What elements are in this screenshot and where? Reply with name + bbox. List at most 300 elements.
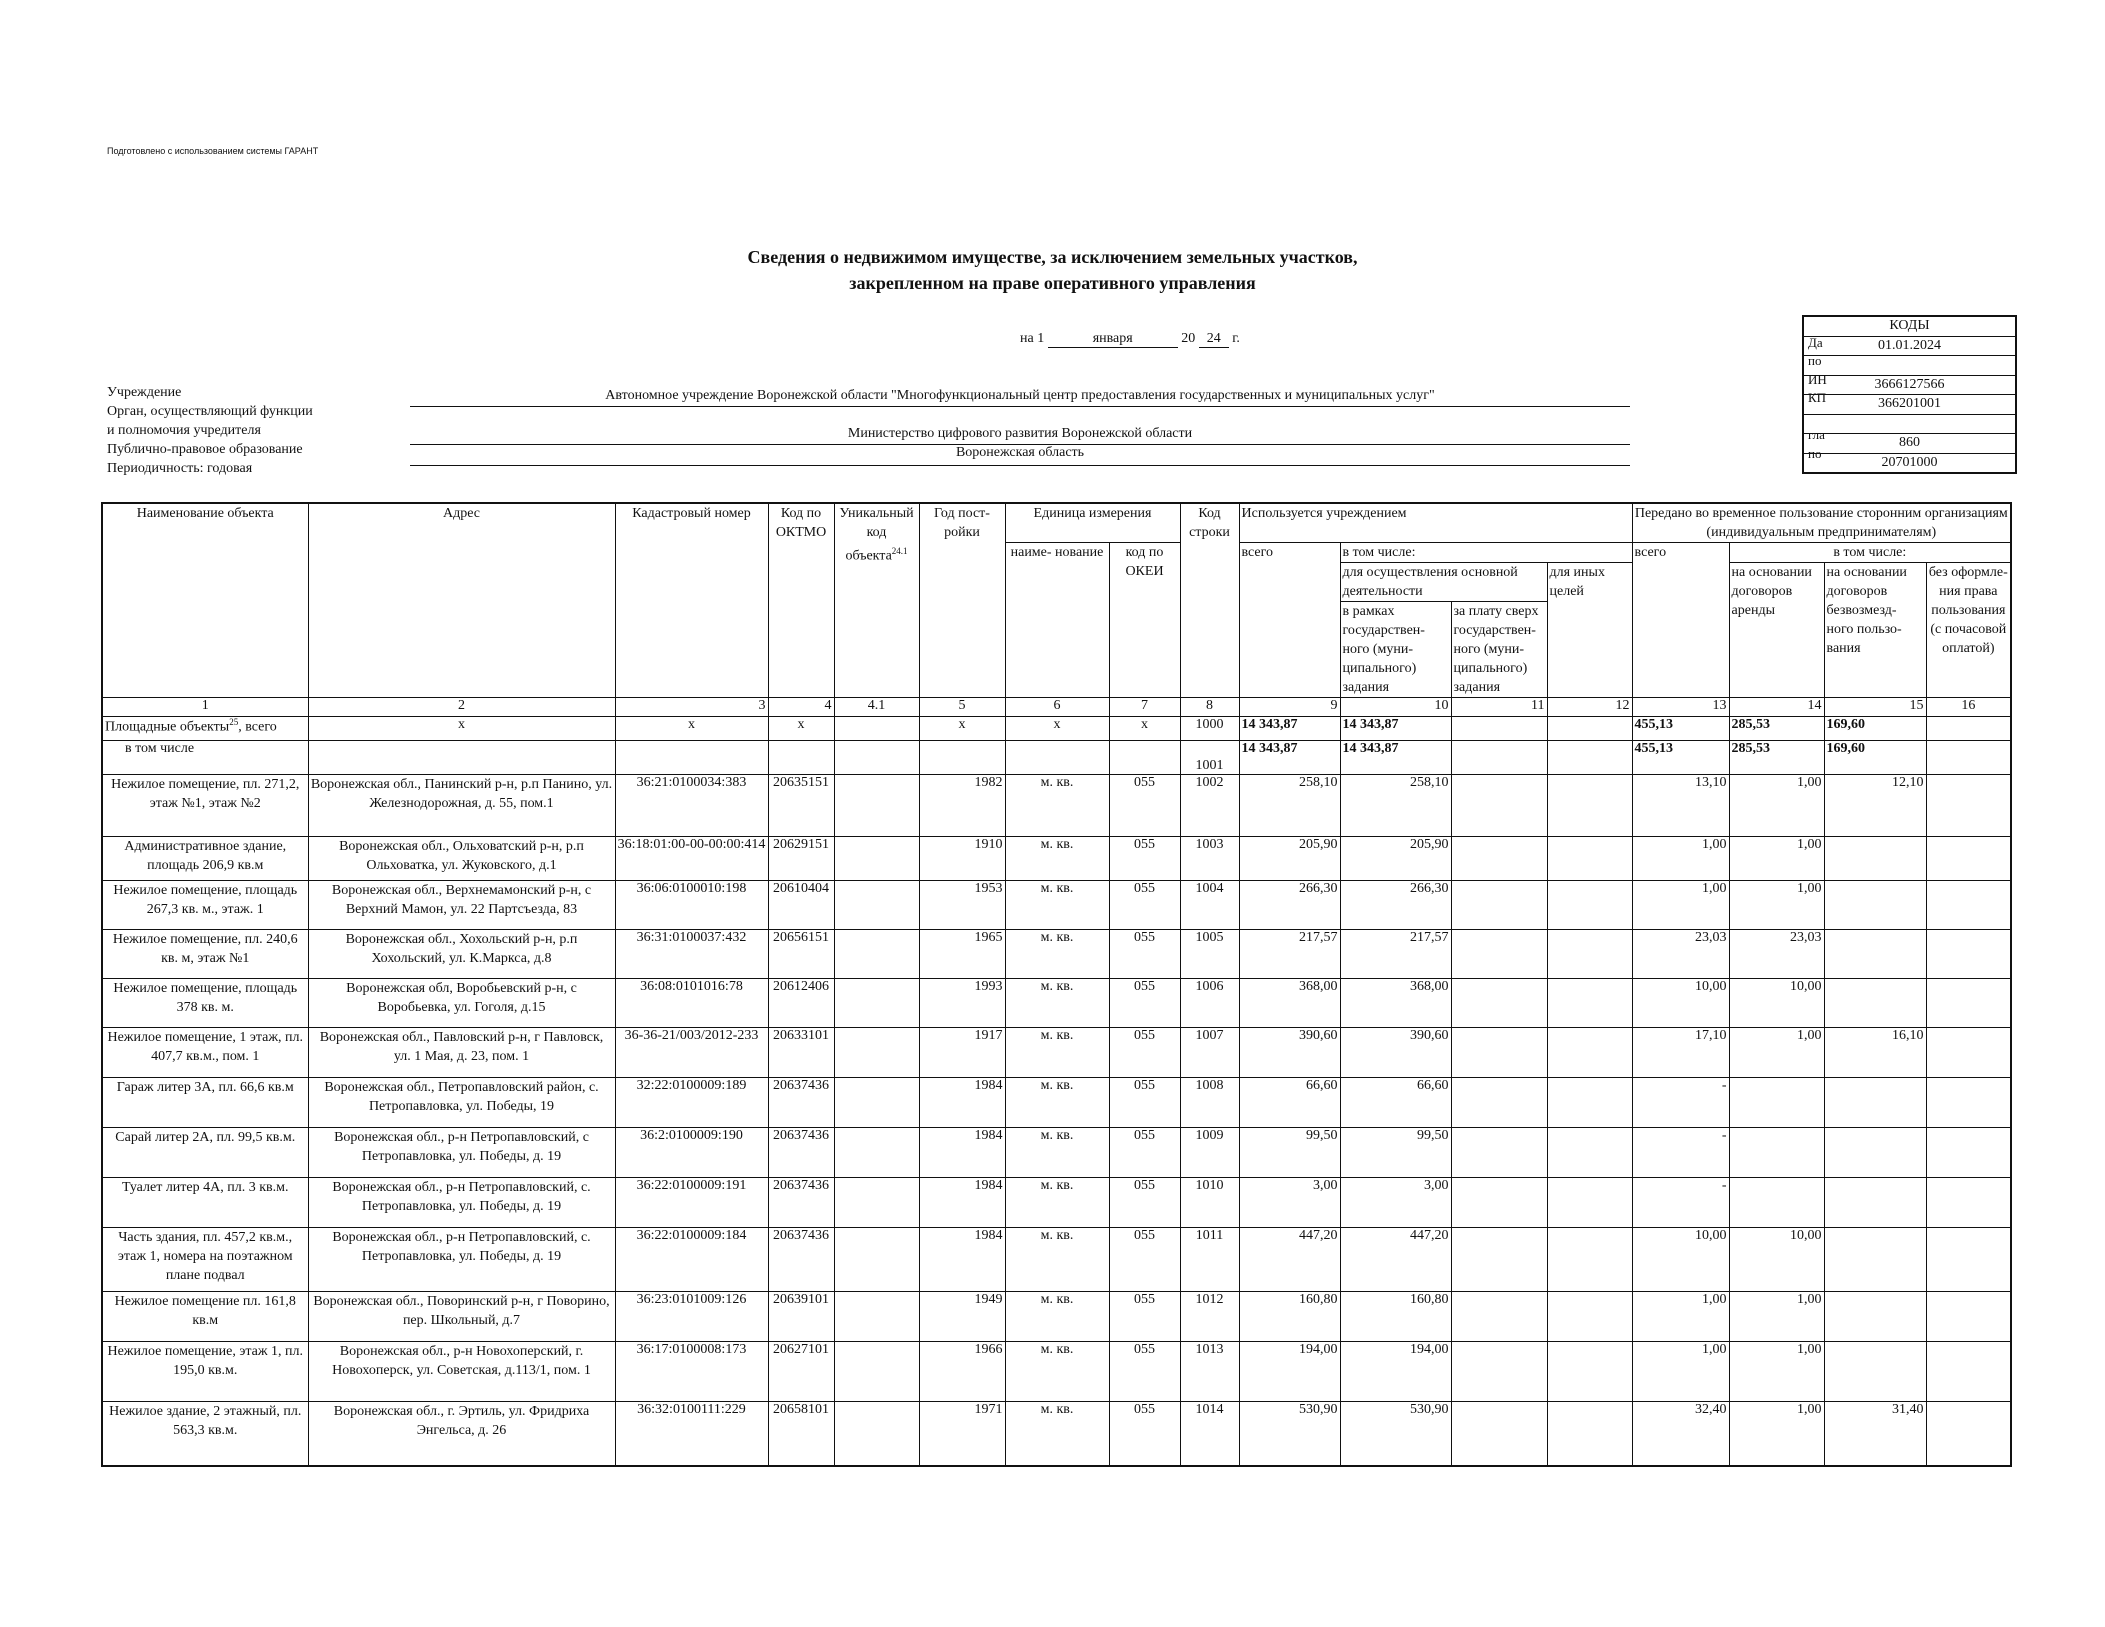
cell-t-rent: 1,00 [1729,1402,1824,1466]
cell-name: Нежилое помещение, пл. 240,6 кв. м, этаж №1 [102,930,308,979]
header-t-total: всего [1632,543,1729,698]
cell-empty [1547,1342,1632,1402]
cell-empty [1926,1078,2011,1128]
cell-oktmo: 20629151 [768,837,834,881]
summary-x-oktmo: x [768,717,834,741]
cell-used: 266,30 [1239,881,1340,930]
header-unit-code: код по ОКЕИ [1109,543,1180,698]
cell-empty [1547,979,1632,1028]
cell-t-free: 16,10 [1824,1028,1926,1078]
cell-address: Воронежская обл., Петропавловский район, с. Петропавловка, ул. Победы, 19 [308,1078,615,1128]
table-row [102,1402,2011,1466]
cell-empty [1926,881,2011,930]
cell-t-total: 23,03 [1632,930,1729,979]
summary-incl-year [919,741,1005,775]
cell-empty [1926,837,2011,881]
cell-code: 1008 [1180,1078,1239,1128]
summary-incl-t-free: 169,60 [1824,741,1926,775]
document-title [0,244,2105,296]
cell-t-rent: 1,00 [1729,837,1824,881]
cell-address: Воронежская обл., г. Эртиль, ул. Фридриха Энгельса, д. 26 [308,1402,615,1466]
cell-cadastral: 36:18:01:00-00-00:00:414 [615,837,768,881]
cell-t-rent: 1,00 [1729,775,1824,837]
cell-empty [1547,1402,1632,1466]
title-line-2: закрепленном на праве оперативного управления [849,273,1256,293]
cell-okei: 055 [1109,1178,1180,1228]
cell-code: 1005 [1180,930,1239,979]
summary-above [1451,717,1547,741]
cell-address: Воронежская обл., Ольховатский р-н, р.п Ольховатка, ул. Жуковского, д.1 [308,837,615,881]
report-date [1020,331,1240,348]
header-used-total: всего [1239,543,1340,698]
summary-used-total: 14 343,87 [1239,717,1340,741]
col-num-16: 16 [1926,698,2011,717]
summary-incl-above [1451,741,1547,775]
cell-empty [1451,1028,1547,1078]
code-label-1: по [1808,353,1822,368]
cell-address: Воронежская обл., Панинский р-н, р.п Панино, ул. Железнодорожная, д. 55, пом.1 [308,775,615,837]
cell-cadastral: 36:31:0100037:432 [615,930,768,979]
header-t-incl: в том числе: [1729,543,2011,563]
cell-state: 390,60 [1340,1028,1451,1078]
cell-year: 1993 [919,979,1005,1028]
col-num-6: 6 [1005,698,1109,717]
col-num-2: 2 [308,698,615,717]
summary-t-free: 169,60 [1824,717,1926,741]
summary-x-okei: x [1109,717,1180,741]
cell-unit: м. кв. [1005,930,1109,979]
cell-t-rent: 1,00 [1729,881,1824,930]
cell-empty [1451,1078,1547,1128]
cell-t-rent: 1,00 [1729,1292,1824,1342]
summary-incl-oktmo [768,741,834,775]
cell-okei: 055 [1109,775,1180,837]
cell-unit: м. кв. [1005,1402,1109,1466]
cell-t-total: 1,00 [1632,1292,1729,1342]
cell-okei: 055 [1109,1402,1180,1466]
cell-empty [1451,1128,1547,1178]
cell-unit: м. кв. [1005,1128,1109,1178]
cell-used: 205,90 [1239,837,1340,881]
col-num-8: 8 [1180,698,1239,717]
cell-code: 1013 [1180,1342,1239,1402]
cell-t-total: 1,00 [1632,1342,1729,1402]
cell-t-total: 1,00 [1632,881,1729,930]
cell-unit: м. кв. [1005,1028,1109,1078]
cell-empty [1926,1178,2011,1228]
cell-t-rent: 23,03 [1729,930,1824,979]
cell-empty [1547,1028,1632,1078]
date-month: января [1048,331,1178,348]
header-unit: Единица измерения [1005,503,1180,543]
table-row [102,1178,2011,1228]
label-founder-1: Орган, осуществляющий функции [107,404,313,419]
cell-empty [834,1028,919,1078]
cell-cadastral: 36:22:0100009:191 [615,1178,768,1228]
cell-cadastral: 36:17:0100008:173 [615,1342,768,1402]
summary-incl-state-task: 14 343,87 [1340,741,1451,775]
cell-year: 1965 [919,930,1005,979]
date-year: 24 [1199,331,1229,348]
cell-empty [1547,1292,1632,1342]
summary-incl-unique [834,741,919,775]
cell-okei: 055 [1109,1342,1180,1402]
cell-name: Нежилое помещение, 1 этаж, пл. 407,7 кв.м., пом. 1 [102,1028,308,1078]
cell-empty [1451,1292,1547,1342]
cell-used: 530,90 [1239,1402,1340,1466]
cell-t-rent: 1,00 [1729,1342,1824,1402]
cell-empty [1926,1228,2011,1292]
code-oktmo: 20701000 [1881,454,1938,470]
header-used-incl: в том числе: [1340,543,1632,563]
cell-address: Воронежская обл, Воробьевский р-н, с Воробьевка, ул. Гоголя, д.15 [308,979,615,1028]
cell-code: 1009 [1180,1128,1239,1178]
cell-empty [1547,775,1632,837]
summary-total-label [102,717,308,741]
cell-oktmo: 20637436 [768,1078,834,1128]
code-empty [1804,415,2015,435]
table-row [102,1228,2011,1292]
cell-empty [1451,837,1547,881]
cell-year: 1949 [919,1292,1005,1342]
col-num-7: 7 [1109,698,1180,717]
cell-cadastral: 36:2:0100009:190 [615,1128,768,1178]
cell-state: 66,60 [1340,1078,1451,1128]
cell-oktmo: 20610404 [768,881,834,930]
cell-okei: 055 [1109,837,1180,881]
cell-t-rent: 10,00 [1729,979,1824,1028]
cell-t-free [1824,1342,1926,1402]
table-row [102,979,2011,1028]
cell-state: 160,80 [1340,1292,1451,1342]
cell-oktmo: 20627101 [768,1342,834,1402]
cell-name: Гараж литер 3А, пл. 66,6 кв.м [102,1078,308,1128]
cell-t-free [1824,930,1926,979]
cell-empty [1926,1028,2011,1078]
summary-incl-row-code: 1001 [1180,741,1239,775]
col-num-15: 15 [1824,698,1926,717]
summary-row-code: 1000 [1180,717,1239,741]
cell-unit: м. кв. [1005,979,1109,1028]
cell-empty [834,837,919,881]
cell-okei: 055 [1109,1028,1180,1078]
cell-okei: 055 [1109,1292,1180,1342]
cell-name: Административное здание, площадь 206,9 кв.м [102,837,308,881]
cell-empty [1547,1178,1632,1228]
cell-empty [1451,1228,1547,1292]
cell-empty [834,979,919,1028]
codes-header: КОДЫ [1804,317,2015,337]
cell-unit: м. кв. [1005,837,1109,881]
code-kpp: 366201001 [1804,395,2015,415]
cell-used: 217,57 [1239,930,1340,979]
cell-unit: м. кв. [1005,881,1109,930]
summary-t-total: 455,13 [1632,717,1729,741]
cell-address: Воронежская обл., Хохольский р-н, р.п Хохольский, ул. К.Маркса, д.8 [308,930,615,979]
cell-okei: 055 [1109,979,1180,1028]
cell-t-total: 32,40 [1632,1402,1729,1466]
cell-unit: м. кв. [1005,1292,1109,1342]
cell-t-total: 1,00 [1632,837,1729,881]
table-row [102,837,2011,881]
cell-t-total: - [1632,1178,1729,1228]
prepared-note: Подготовлено с использованием системы ГАРАНТ [107,146,319,156]
cell-state: 266,30 [1340,881,1451,930]
property-table [101,502,2012,1467]
cell-empty [1926,930,2011,979]
code-label-0: Да [1808,335,1823,350]
header-oktmo: Код по ОКТМО [768,503,834,698]
cell-address: Воронежская обл., р-н Петропавловский, с. Петропавловка, ул. Победы, д. 19 [308,1178,615,1228]
summary-incl-row [102,741,2011,775]
cell-used: 447,20 [1239,1228,1340,1292]
cell-cadastral: 36-36-21/003/2012-233 [615,1028,768,1078]
header-cadastral: Кадастровый номер [615,503,768,698]
cell-used: 3,00 [1239,1178,1340,1228]
cell-year: 1984 [919,1078,1005,1128]
title-line-1: Сведения о недвижимом имуществе, за исключением земельных участков, [747,247,1358,267]
cell-code: 1010 [1180,1178,1239,1228]
cell-state: 194,00 [1340,1342,1451,1402]
code-label-2: ИН [1808,372,1827,387]
cell-t-total: 10,00 [1632,1228,1729,1292]
cell-t-free [1824,1228,1926,1292]
cell-empty [1451,1342,1547,1402]
public-entity-value: Воронежская область [955,445,1085,460]
cell-t-free [1824,881,1926,930]
cell-code: 1002 [1180,775,1239,837]
cell-t-rent [1729,1128,1824,1178]
cell-cadastral: 36:08:0101016:78 [615,979,768,1028]
header-used: Используется учреждением [1239,503,1632,543]
cell-t-total: 13,10 [1632,775,1729,837]
table-row [102,1028,2011,1078]
header-unique-sup: 24.1 [891,546,908,556]
cell-t-rent [1729,1078,1824,1128]
cell-empty [1547,881,1632,930]
summary-t-rent: 285,53 [1729,717,1824,741]
col-num-11: 11 [1451,698,1547,717]
summary-total-suffix: , всего [238,719,277,735]
cell-t-free: 31,40 [1824,1402,1926,1466]
cell-year: 1984 [919,1128,1005,1178]
cell-cadastral: 36:22:0100009:184 [615,1228,768,1292]
cell-name: Сарай литер 2А, пл. 99,5 кв.м. [102,1128,308,1178]
cell-name: Нежилое помещение, этаж 1, пл. 195,0 кв.м. [102,1342,308,1402]
summary-incl-t-total: 455,13 [1632,741,1729,775]
table-row [102,930,2011,979]
summary-incl-cadastral [615,741,768,775]
summary-total-text: Площадные объекты [105,719,230,735]
cell-name: Туалет литер 4А, пл. 3 кв.м. [102,1178,308,1228]
summary-unique [834,717,919,741]
codes-box [1802,315,2017,474]
col-num-1: 1 [102,698,308,717]
cell-cadastral: 32:22:0100009:189 [615,1078,768,1128]
cell-empty [834,1178,919,1228]
header-t-rent: на основании договоров аренды [1729,563,1824,698]
cell-t-total: 17,10 [1632,1028,1729,1078]
cell-code: 1012 [1180,1292,1239,1342]
cell-t-total: 10,00 [1632,979,1729,1028]
col-num-3: 3 [615,698,768,717]
cell-used: 160,80 [1239,1292,1340,1342]
col-num-4-1: 4.1 [834,698,919,717]
cell-okei: 055 [1109,930,1180,979]
date-year-prefix: 20 [1181,331,1196,346]
cell-code: 1003 [1180,837,1239,881]
cell-year: 1966 [919,1342,1005,1402]
table-row [102,881,2011,930]
cell-okei: 055 [1109,1128,1180,1178]
code-label-3: КП [1808,390,1827,405]
cell-address: Воронежская обл., Поворинский р-н, г Поворино, пер. Школьный, д.7 [308,1292,615,1342]
code-glava: 860 [1804,434,2015,454]
cell-t-free [1824,1292,1926,1342]
header-above-task: за плату сверх государствен- ного (муни- ципального) задания [1451,602,1547,698]
table-row [102,1292,2011,1342]
cell-empty [1451,1178,1547,1228]
table-row [102,1078,2011,1128]
cell-oktmo: 20637436 [768,1178,834,1228]
code-label-5: гла [1808,427,1825,442]
header-other: для иных целей [1547,563,1632,698]
cell-t-free [1824,837,1926,881]
cell-state: 258,10 [1340,775,1451,837]
cell-used: 194,00 [1239,1342,1340,1402]
col-num-4: 4 [768,698,834,717]
header-t-noformal: без оформле- ния права пользования (с почасовой оплатой) [1926,563,2011,698]
summary-incl-other [1547,741,1632,775]
summary-incl-address [308,741,615,775]
cell-empty [1926,775,2011,837]
cell-empty [1547,1078,1632,1128]
cell-cadastral: 36:23:0101009:126 [615,1292,768,1342]
header-unit-name: наиме- нование [1005,543,1109,698]
cell-year: 1910 [919,837,1005,881]
summary-incl-unit [1005,741,1109,775]
cell-state: 99,50 [1340,1128,1451,1178]
cell-unit: м. кв. [1005,1078,1109,1128]
col-num-9: 9 [1239,698,1340,717]
header-unique-code-text: Уникальный код объекта [839,506,914,564]
cell-t-rent: 1,00 [1729,1028,1824,1078]
cell-code: 1011 [1180,1228,1239,1292]
cell-cadastral: 36:32:0100111:229 [615,1402,768,1466]
summary-total-sup: 25 [229,717,239,727]
cell-state: 205,90 [1340,837,1451,881]
summary-x-unit: x [1005,717,1109,741]
header-transferred: Передано во временное пользование сторонним организациям (индивидуальным предпринимателям) [1632,503,2011,543]
summary-x-year: x [919,717,1005,741]
summary-incl-t-noformal [1926,741,2011,775]
col-num-12: 12 [1547,698,1632,717]
cell-address: Воронежская обл., р-н Петропавловский, с Петропавловка, ул. Победы, д. 19 [308,1128,615,1178]
table-row [102,1128,2011,1178]
cell-empty [834,1228,919,1292]
cell-used: 66,60 [1239,1078,1340,1128]
header-unique-code [834,503,919,698]
cell-t-free [1824,1128,1926,1178]
cell-code: 1007 [1180,1028,1239,1078]
table-row [102,775,2011,837]
cell-okei: 055 [1109,1228,1180,1292]
cell-name: Нежилое помещение, пл. 271,2, этаж №1, этаж №2 [102,775,308,837]
cell-unit: м. кв. [1005,775,1109,837]
cell-name: Нежилое помещение, площадь 378 кв. м. [102,979,308,1028]
cell-t-rent [1729,1178,1824,1228]
summary-x-address: x [308,717,615,741]
cell-unit: м. кв. [1005,1228,1109,1292]
cell-used: 368,00 [1239,979,1340,1028]
cell-empty [1926,1402,2011,1466]
cell-oktmo: 20637436 [768,1228,834,1292]
cell-used: 258,10 [1239,775,1340,837]
header-state-task: в рамках государствен- ного (муни- ципального) задания [1340,602,1451,698]
code-inn: 3666127566 [1804,376,2015,396]
cell-state: 530,90 [1340,1402,1451,1466]
cell-year: 1917 [919,1028,1005,1078]
cell-empty [834,1402,919,1466]
cell-name: Нежилое помещение пл. 161,8 кв.м [102,1292,308,1342]
cell-state: 368,00 [1340,979,1451,1028]
cell-empty [1547,930,1632,979]
cell-empty [834,775,919,837]
cell-oktmo: 20633101 [768,1028,834,1078]
label-institution: Учреждение [107,385,182,400]
cell-state: 217,57 [1340,930,1451,979]
cell-year: 1984 [919,1178,1005,1228]
code-okpo [1804,356,2015,376]
cell-empty [1451,930,1547,979]
cell-empty [834,881,919,930]
cell-oktmo: 20639101 [768,1292,834,1342]
label-periodicity: Периодичность: годовая [107,461,253,476]
cell-empty [1451,1402,1547,1466]
cell-code: 1014 [1180,1402,1239,1466]
cell-t-total: - [1632,1078,1729,1128]
cell-year: 1971 [919,1402,1005,1466]
cell-address: Воронежская обл., Верхнемамонский р-н, с Верхний Мамон, ул. 22 Партсъезда, 83 [308,881,615,930]
cell-oktmo: 20637436 [768,1128,834,1178]
header-name: Наименование объекта [102,503,308,698]
cell-oktmo: 20612406 [768,979,834,1028]
cell-name: Часть здания, пл. 457,2 кв.м., этаж 1, номера на поэтажном плане подвал [102,1228,308,1292]
cell-okei: 055 [1109,881,1180,930]
cell-t-rent: 10,00 [1729,1228,1824,1292]
cell-oktmo: 20635151 [768,775,834,837]
header-t-free: на основании договоров безвозмезд- ного пользо- вания [1824,563,1926,698]
cell-code: 1006 [1180,979,1239,1028]
col-num-14: 14 [1729,698,1824,717]
cell-empty [1547,1228,1632,1292]
cell-empty [1451,979,1547,1028]
cell-cadastral: 36:06:0100010:198 [615,881,768,930]
cell-t-total: - [1632,1128,1729,1178]
cell-oktmo: 20656151 [768,930,834,979]
cell-code: 1004 [1180,881,1239,930]
cell-t-free: 12,10 [1824,775,1926,837]
cell-name: Нежилое здание, 2 этажный, пл. 563,3 кв.м. [102,1402,308,1466]
cell-year: 1982 [919,775,1005,837]
col-num-10: 10 [1340,698,1451,717]
cell-empty [1451,881,1547,930]
cell-empty [834,1292,919,1342]
summary-state-task: 14 343,87 [1340,717,1451,741]
header-address: Адрес [308,503,615,698]
summary-incl-label: в том числе [102,741,308,775]
cell-year: 1953 [919,881,1005,930]
